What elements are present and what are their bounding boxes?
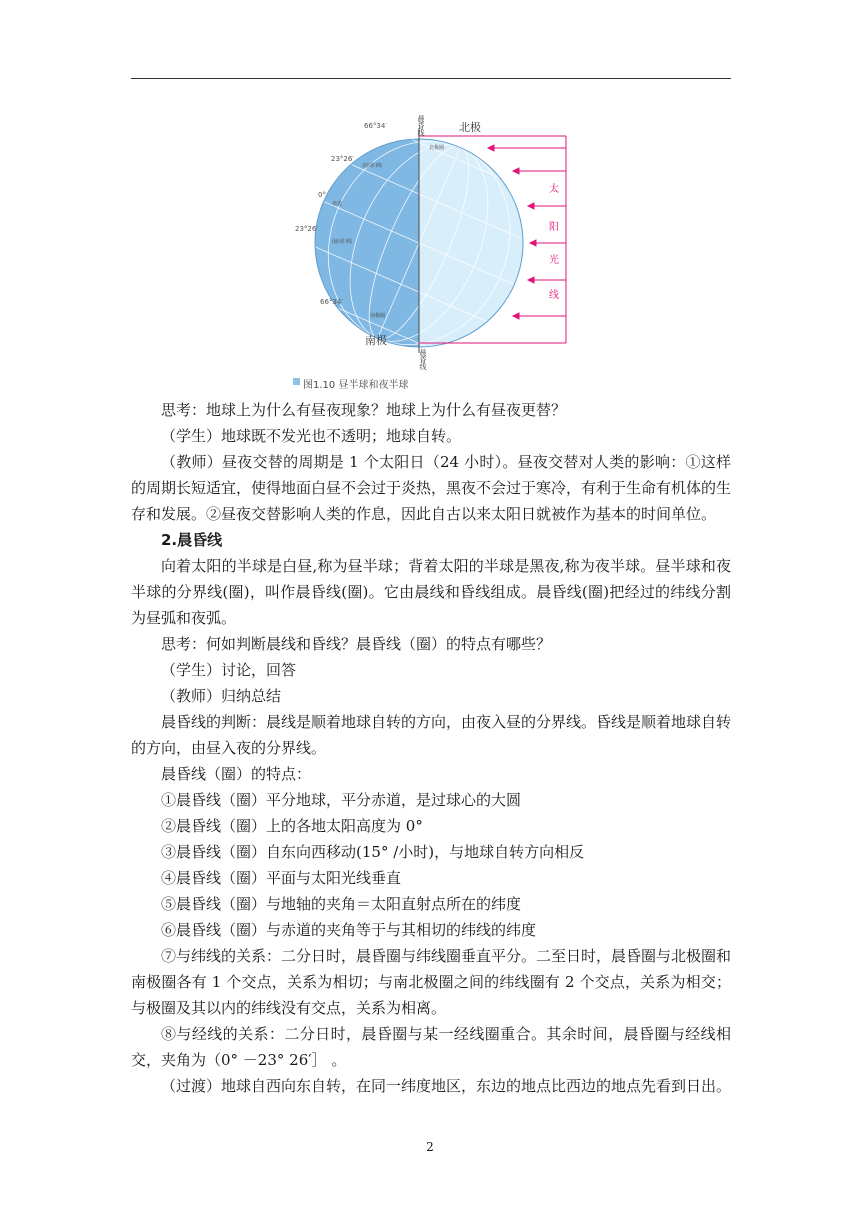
paragraph: （教师）昼夜交替的周期是 1 个太阳日（24 小时）。昼夜交替对人类的影响：①这样的周期长短适宜，使得地面白昼不会过于炎热，黑夜不会过于寒冷，有利于生命有机体的生存和发展。②昼夜交替影响人类的作息，因此自古以来太阳日就被作为基本的时间单位。 bbox=[131, 453, 732, 523]
page-number: 2 bbox=[426, 1140, 434, 1154]
figure-caption: 图1.10 昼半球和夜半球 bbox=[303, 380, 409, 391]
equator-label: 赤道 bbox=[332, 201, 343, 207]
paragraph: 晨昏线的判断：晨线是顺着地球自转的方向，由夜入昼的分界线。昏线是顺着地球自转的方向，由昼入夜的分界线。 bbox=[131, 713, 732, 757]
list-item: ②晨昏线（圈）上的各地太阳高度为 0° bbox=[161, 817, 423, 835]
day-night-hemisphere-figure bbox=[288, 103, 578, 393]
lat-66n-label: 66°34′ bbox=[364, 122, 387, 130]
south-pole-label: 南极 bbox=[365, 334, 387, 347]
sun-char-2: 阳 bbox=[549, 222, 559, 233]
list-item: ⑧与经线的关系：二分日时，晨昏圈与某一经线圈重合。其余时间，晨昏圈与经线相交，夹角为（0° －23° 26′］ 。 bbox=[131, 1025, 731, 1069]
north-pole-label: 北极 bbox=[459, 121, 481, 134]
sun-char-1: 太 bbox=[549, 184, 559, 195]
terminator-label-bottom: 晨昏线 bbox=[419, 349, 427, 370]
day-hemisphere bbox=[419, 139, 523, 347]
paragraph: 思考：地球上为什么有昼夜现象？地球上为什么有昼夜更替？ bbox=[161, 401, 567, 419]
sun-char-3: 光 bbox=[549, 255, 559, 266]
list-item: ④晨昏线（圈）平面与太阳光线垂直 bbox=[161, 869, 402, 887]
lat-23n-label: 23°26′ bbox=[331, 155, 354, 163]
section-heading: 2.晨昏线 bbox=[161, 531, 223, 549]
lat-0-label: 0° bbox=[318, 191, 326, 199]
antarctic-circle-label: 南极圈 bbox=[370, 313, 386, 319]
sun-char-4: 线 bbox=[549, 290, 559, 301]
paragraph: （学生）讨论，回答 bbox=[161, 661, 297, 679]
paragraph: 思考：何如判断晨线和昏线？晨昏线（圈）的特点有哪些？ bbox=[161, 635, 552, 653]
lat-66s-label: 66°34′ bbox=[320, 298, 343, 306]
tropic-capricorn-label: 南回归线 bbox=[332, 239, 353, 245]
lat-23s-label: 23°26′ bbox=[295, 225, 318, 233]
header-rule bbox=[131, 78, 731, 79]
arctic-circle-label: 北极圈 bbox=[429, 145, 445, 151]
paragraph: （教师）归纳总结 bbox=[161, 687, 282, 705]
list-item: ⑦与纬线的关系：二分日时，晨昏圈与纬线圈垂直平分。二至日时，晨昏圈与北极圈和南极圈各有 1 个交点，关系为相切；与南北极圈之间的纬线圈有 2 个交点，关系为相交；与极圈及其以内的纬线没有交点，关系为相离。 bbox=[131, 947, 732, 1017]
list-item: ①晨昏线（圈）平分地球，平分赤道，是过球心的大圆 bbox=[161, 791, 522, 809]
paragraph: 向着太阳的半球是白昼,称为昼半球；背着太阳的半球是黑夜,称为夜半球。昼半球和夜半球的分界线(圈)，叫作晨昏线(圈)。它由晨线和昏线组成。晨昏线(圈)把经过的纬线分割为昼弧和夜弧。 bbox=[131, 557, 731, 627]
list-item: ⑤晨昏线（圈）与地轴的夹角＝太阳直射点所在的纬度 bbox=[161, 895, 522, 913]
body-text bbox=[131, 397, 731, 1099]
terminator-label-top: 晨昏线 bbox=[417, 115, 425, 136]
tropic-cancer-label: 北回归线 bbox=[362, 163, 383, 169]
list-item: ⑥晨昏线（圈）与赤道的夹角等于与其相切的纬线的纬度 bbox=[161, 921, 537, 939]
paragraph: （过渡）地球自西向东自转，在同一纬度地区，东边的地点比西边的地点先看到日出。 bbox=[161, 1077, 732, 1095]
list-item: ③晨昏线（圈）自东向西移动(15° /小时)，与地球自转方向相反 bbox=[161, 843, 585, 861]
caption-marker bbox=[293, 378, 300, 385]
night-hemisphere bbox=[315, 139, 419, 347]
paragraph: （学生）地球既不发光也不透明；地球自转。 bbox=[161, 427, 462, 445]
paragraph: 晨昏线（圈）的特点： bbox=[161, 765, 312, 783]
